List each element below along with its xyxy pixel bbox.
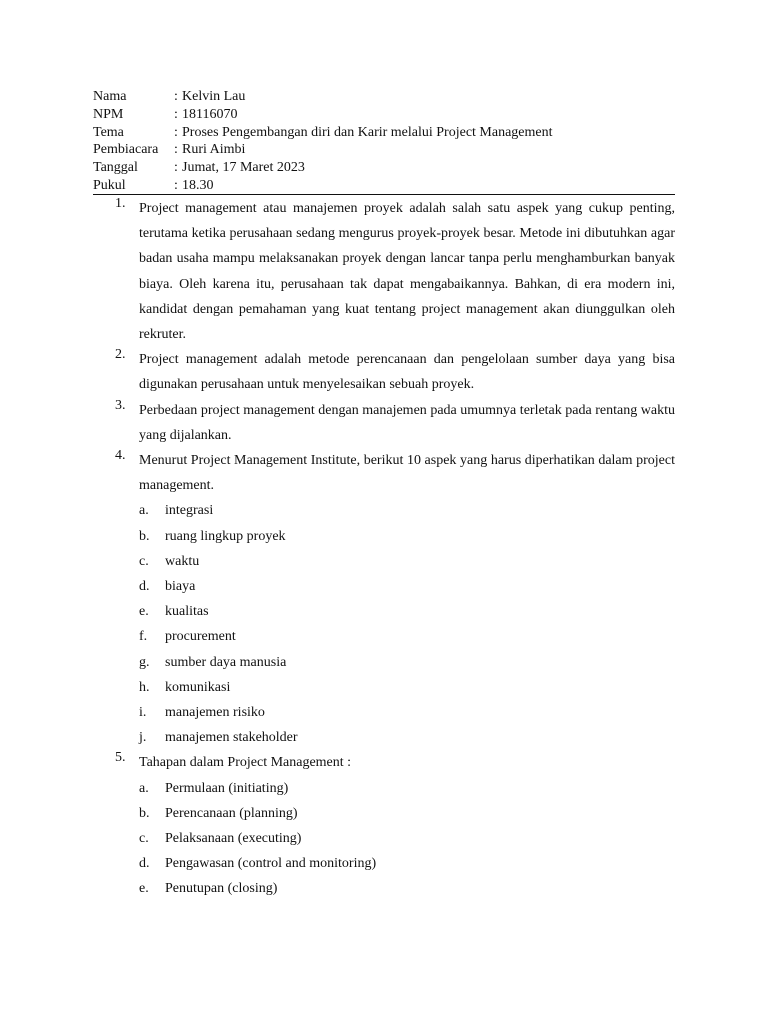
- header-colon: :: [174, 177, 178, 193]
- list-item-body: [139, 398, 675, 448]
- header-colon: :: [174, 106, 178, 122]
- sub-list-item: [139, 826, 675, 851]
- list-item-body: [139, 347, 675, 397]
- sub-list-letter: h.: [139, 679, 150, 695]
- header-colon: :: [174, 124, 178, 140]
- list-item: [93, 398, 675, 448]
- header-colon: :: [174, 160, 178, 176]
- sub-list: [139, 498, 675, 750]
- sub-list-text: Pengawasan (control and monitoring): [165, 856, 377, 872]
- header-value: 18116070: [182, 106, 238, 122]
- list-number: [93, 448, 139, 750]
- sub-list-text: waktu: [165, 553, 200, 569]
- header-value: Kelvin Lau: [182, 89, 246, 104]
- list-item: [93, 347, 675, 397]
- list-item-text: Tahapan dalam Project Management :: [139, 755, 352, 771]
- sub-list-item: [139, 498, 675, 523]
- sub-list-text: manajemen stakeholder: [165, 730, 298, 746]
- list-item-body: [139, 750, 675, 901]
- list-item-text: Perbedaan project management dengan manajemen pada umumnya terletak pada rentang waktu yang dijalankan.: [139, 402, 675, 443]
- sub-list-letter: c.: [139, 553, 149, 569]
- sub-list-text: komunikasi: [165, 679, 231, 695]
- list-number: [93, 750, 139, 901]
- sub-list-text: procurement: [165, 629, 236, 645]
- sub-list-text: integrasi: [165, 503, 214, 519]
- header-row-tanggal: [93, 159, 675, 177]
- list-number-text: 3.: [115, 397, 126, 413]
- sub-list-letter: i.: [139, 704, 147, 720]
- sub-list-item: [139, 574, 675, 599]
- sub-list-item: [139, 801, 675, 826]
- header-label: Pukul: [93, 177, 126, 193]
- list-item-text: Menurut Project Management Institute, berikut 10 aspek yang harus diperhatikan dalam project management.: [139, 453, 675, 494]
- sub-list-letter: f.: [139, 629, 148, 645]
- sub-list-letter: d.: [139, 856, 150, 872]
- header-divider: [93, 194, 675, 195]
- sub-list-item: [139, 650, 675, 675]
- header-value: Ruri Aimbi: [182, 142, 246, 158]
- sub-list-item: [139, 725, 675, 750]
- list-item: [93, 750, 675, 901]
- sub-list-item: [139, 776, 675, 801]
- list-number: [93, 398, 139, 448]
- sub-list-item: [139, 549, 675, 574]
- sub-list-letter: j.: [139, 730, 147, 746]
- sub-list-item: [139, 700, 675, 725]
- header-value: Jumat, 17 Maret 2023: [182, 160, 305, 176]
- header-label: NPM: [93, 106, 124, 122]
- sub-list-letter: e.: [139, 604, 149, 620]
- list-number-text: 4.: [115, 448, 126, 464]
- sub-list-text: kualitas: [165, 604, 209, 620]
- header-value: Proses Pengembangan diri dan Karir melalui Project Management: [182, 124, 553, 140]
- sub-list-item: [139, 599, 675, 624]
- header-label: Nama: [93, 89, 127, 104]
- header-info: [93, 88, 675, 195]
- sub-list-letter: c.: [139, 830, 149, 846]
- header-row-nama: [93, 88, 675, 106]
- list-number: [93, 347, 139, 397]
- sub-list-letter: b.: [139, 805, 150, 821]
- sub-list-text: sumber daya manusia: [165, 654, 287, 670]
- header-colon: :: [174, 142, 178, 158]
- sub-list-letter: d.: [139, 579, 150, 594]
- sub-list-letter: a.: [139, 780, 149, 796]
- header-label: Pembiacara: [93, 142, 159, 158]
- header-value: 18.30: [182, 177, 214, 193]
- sub-list-item: [139, 675, 675, 700]
- sub-list-item: [139, 851, 675, 876]
- sub-list-text: manajemen risiko: [165, 704, 265, 720]
- list-number: [93, 196, 139, 347]
- sub-list-item: [139, 524, 675, 549]
- header-colon: :: [174, 89, 178, 104]
- sub-list-item: [139, 876, 675, 901]
- header-label: Tanggal: [93, 160, 138, 176]
- sub-list-letter: g.: [139, 654, 150, 670]
- list-number-text: 1.: [115, 196, 126, 211]
- sub-list-item: [139, 624, 675, 649]
- sub-list-text: Permulaan (initiating): [165, 780, 289, 796]
- list-number-text: 2.: [115, 347, 126, 363]
- sub-list-text: ruang lingkup proyek: [165, 528, 286, 544]
- list-item: [93, 196, 675, 347]
- sub-list-letter: a.: [139, 503, 149, 519]
- sub-list-text: biaya: [165, 579, 196, 594]
- sub-list: [139, 776, 675, 902]
- list-item: [93, 448, 675, 750]
- numbered-list: [93, 196, 675, 901]
- sub-list-text: Penutupan (closing): [165, 881, 278, 897]
- sub-list-letter: b.: [139, 528, 150, 544]
- header-label: Tema: [93, 124, 124, 140]
- sub-list-letter: e.: [139, 881, 149, 897]
- sub-list-text: Pelaksanaan (executing): [165, 830, 302, 846]
- list-item-text: Project management atau manajemen proyek adalah salah satu aspek yang cukup penting, terutama ketika perusahaan sedang mengurus proyek-proyek besar. Metode ini dibutuhkan agar badan usaha mampu melaksanakan proyek dengan lancar tanpa perlu menghamburkan banyak biaya. Oleh karena itu, perusahaan tak dapat mengabaikannya. Bahkan, di era modern ini, kandidat dengan pemahaman yang kuat tentang project management akan diunggulkan oleh rekruter.: [139, 201, 675, 343]
- list-item-text: Project management adalah metode perencanaan dan pengelolaan sumber daya yang bisa digunakan perusahaan untuk menyelesaikan sebuah proyek.: [139, 352, 675, 393]
- header-row-npm: [93, 106, 675, 124]
- sub-list-text: Perencanaan (planning): [165, 805, 298, 821]
- header-row-pukul: [93, 177, 675, 195]
- list-item-body: [139, 196, 675, 347]
- header-row-tema: [93, 124, 675, 142]
- list-item-body: [139, 448, 675, 750]
- list-number-text: 5.: [115, 750, 126, 766]
- header-row-pembicara: [93, 141, 675, 159]
